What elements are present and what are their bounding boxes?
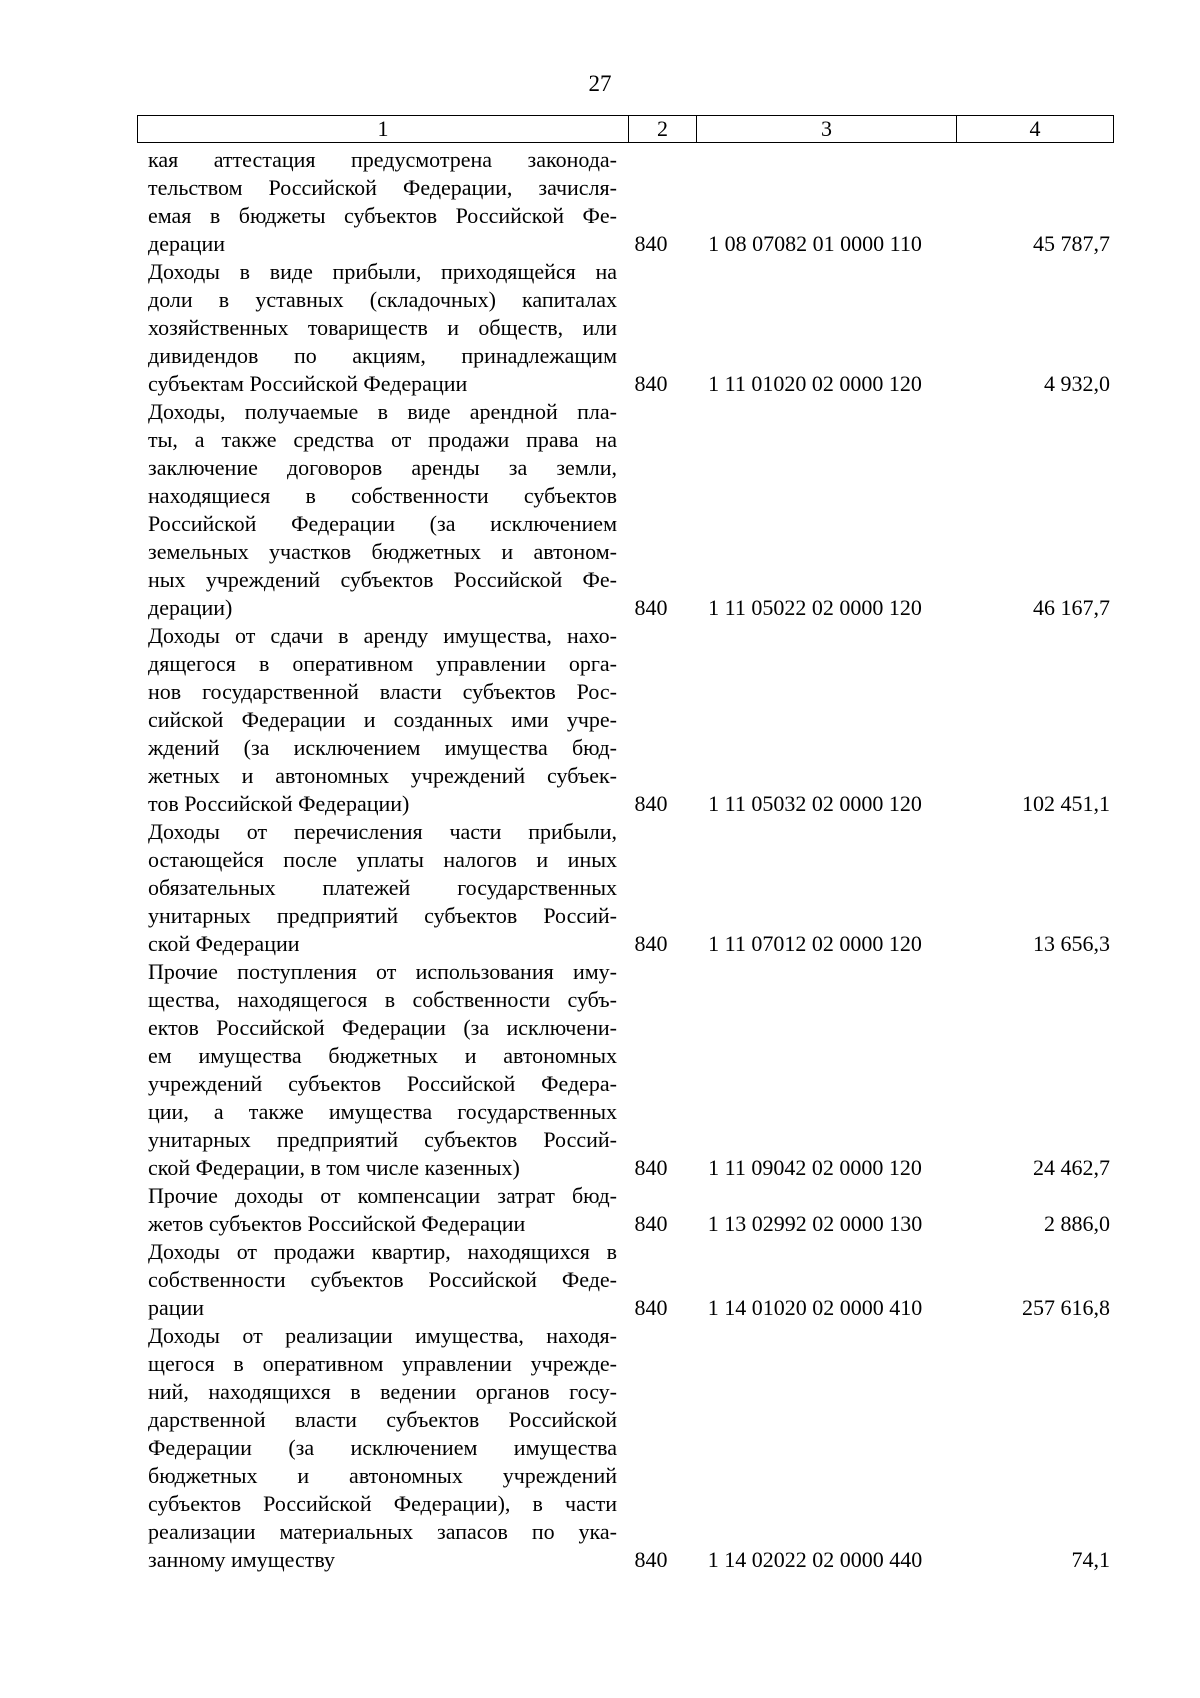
income-description xyxy=(137,622,617,818)
column-1-header: 1 xyxy=(138,116,629,143)
description-line: унитарных предприятий субъектов Россий- xyxy=(148,903,617,928)
description-line: Доходы в виде прибыли, приходящейся на xyxy=(148,259,617,284)
description-line: тов Российской Федерации) xyxy=(148,791,410,816)
admin-code: 840 xyxy=(634,231,668,256)
income-description xyxy=(137,398,617,622)
description-line: ных учреждений субъектов Российской Фе- xyxy=(148,567,617,592)
description-line: Доходы от перечисления части прибыли, xyxy=(148,819,617,844)
admin-code: 840 xyxy=(634,1295,668,1320)
page-number: 27 xyxy=(588,71,612,96)
admin-code: 840 xyxy=(634,595,668,620)
amount: 45 787,7 xyxy=(1033,231,1110,256)
budget-classification-code: 1 08 07082 01 0000 110 xyxy=(708,231,922,256)
description-line: дивидендов по акциям, принадлежащим xyxy=(148,343,617,368)
description-line: щегося в оперативном управлении учрежде- xyxy=(148,1351,617,1376)
description-line: занному имуществу xyxy=(148,1547,335,1572)
budget-classification-code: 1 11 09042 02 0000 120 xyxy=(708,1155,922,1180)
amount: 13 656,3 xyxy=(1033,931,1110,956)
description-line: ектов Российской Федерации (за исключени- xyxy=(148,1015,617,1040)
description-line: нов государственной власти субъектов Рос- xyxy=(148,679,617,704)
description-line: рации xyxy=(148,1295,205,1320)
description-line: доли в уставных (складочных) капиталах xyxy=(148,287,617,312)
income-description xyxy=(137,146,617,258)
budget-classification-code: 1 11 05032 02 0000 120 xyxy=(708,791,922,816)
description-line: субъектов Российской Федерации), в части xyxy=(148,1491,617,1516)
table-row xyxy=(137,958,1113,1182)
table-row xyxy=(137,818,1113,958)
description-line: Доходы от реализации имущества, находя- xyxy=(148,1323,617,1348)
amount: 257 616,8 xyxy=(1022,1295,1110,1320)
admin-code: 840 xyxy=(634,371,668,396)
description-line: ждений (за исключением имущества бюд- xyxy=(148,735,617,760)
description-line: Доходы от сдачи в аренду имущества, нахо- xyxy=(148,623,617,648)
budget-classification-code: 1 11 07012 02 0000 120 xyxy=(708,931,922,956)
admin-code: 840 xyxy=(634,791,668,816)
admin-code: 840 xyxy=(634,931,668,956)
description-line: хозяйственных товариществ и обществ, или xyxy=(148,315,617,340)
admin-code: 840 xyxy=(634,1547,668,1572)
description-line: ем имущества бюджетных и автономных xyxy=(148,1043,617,1068)
income-description xyxy=(137,1182,617,1238)
income-description xyxy=(137,1238,617,1322)
table-row xyxy=(137,622,1113,818)
admin-code: 840 xyxy=(634,1155,668,1180)
amount: 2 886,0 xyxy=(1044,1211,1110,1236)
description-line: находящиеся в собственности субъектов xyxy=(148,483,617,508)
description-line: щества, находящегося в собственности субъ- xyxy=(148,987,617,1012)
description-line: дящегося в оперативном управлении орга- xyxy=(148,651,617,676)
description-line: кая аттестация предусмотрена законода- xyxy=(148,147,617,172)
table-row xyxy=(137,146,1113,258)
amount: 46 167,7 xyxy=(1033,595,1110,620)
table-row xyxy=(137,1322,1113,1574)
description-line: реализации материальных запасов по ука- xyxy=(148,1519,617,1544)
column-3-header: 3 xyxy=(697,116,957,143)
description-line: Доходы, получаемые в виде арендной пла- xyxy=(148,399,617,424)
description-line: Доходы от продажи квартир, находящихся в xyxy=(148,1239,617,1264)
column-2-header: 2 xyxy=(629,116,697,143)
amount: 4 932,0 xyxy=(1044,371,1110,396)
description-line: ции, а также имущества государственных xyxy=(148,1099,617,1124)
table-row xyxy=(137,1182,1113,1238)
description-line: Российской Федерации (за исключением xyxy=(148,511,617,536)
description-line: дерации) xyxy=(148,595,233,620)
amount: 74,1 xyxy=(1071,1547,1110,1572)
description-line: унитарных предприятий субъектов Россий- xyxy=(148,1127,617,1152)
income-table-body xyxy=(137,146,1113,1574)
income-description xyxy=(137,258,617,398)
description-line: ний, находящихся в ведении органов госу- xyxy=(148,1379,617,1404)
description-line: Прочие доходы от компенсации затрат бюд- xyxy=(148,1183,617,1208)
description-line: обязательных платежей государственных xyxy=(148,875,617,900)
income-description xyxy=(137,958,617,1182)
description-line: ской Федерации xyxy=(148,931,300,956)
budget-classification-code: 1 14 02022 02 0000 440 xyxy=(707,1547,923,1572)
description-line: ской Федерации, в том числе казенных) xyxy=(148,1155,520,1180)
description-line: Федерации (за исключением имущества xyxy=(148,1435,617,1460)
column-number-header xyxy=(137,115,1114,143)
budget-classification-code: 1 13 02992 02 0000 130 xyxy=(707,1211,923,1236)
table-row xyxy=(137,398,1113,622)
description-line: Прочие поступления от использования иму- xyxy=(148,959,617,984)
description-line: ты, а также средства от продажи права на xyxy=(148,427,617,452)
description-line: остающейся после уплаты налогов и иных xyxy=(148,847,617,872)
description-line: собственности субъектов Российской Феде- xyxy=(148,1267,617,1292)
description-line: бюджетных и автономных учреждений xyxy=(148,1463,617,1488)
income-description xyxy=(137,1322,617,1574)
amount: 24 462,7 xyxy=(1033,1155,1110,1180)
column-4-header: 4 xyxy=(957,116,1114,143)
description-line: заключение договоров аренды за земли, xyxy=(148,455,617,480)
amount: 102 451,1 xyxy=(1022,791,1110,816)
description-line: земельных участков бюджетных и автоном- xyxy=(148,539,617,564)
description-line: дарственной власти субъектов Российской xyxy=(148,1407,617,1432)
description-line: жетов субъектов Российской Федерации xyxy=(148,1211,526,1236)
budget-classification-code: 1 11 05022 02 0000 120 xyxy=(708,595,922,620)
description-line: дерации xyxy=(148,231,226,256)
table-row xyxy=(137,1238,1113,1322)
description-line: учреждений субъектов Российской Федера- xyxy=(148,1071,617,1096)
budget-classification-code: 1 11 01020 02 0000 120 xyxy=(708,371,922,396)
admin-code: 840 xyxy=(634,1211,668,1236)
description-line: емая в бюджеты субъектов Российской Фе- xyxy=(148,203,617,228)
budget-classification-code: 1 14 01020 02 0000 410 xyxy=(707,1295,923,1320)
description-line: сийской Федерации и созданных ими учре- xyxy=(148,707,617,732)
description-line: жетных и автономных учреждений субъек- xyxy=(148,763,617,788)
income-description xyxy=(137,818,617,958)
description-line: субъектам Российской Федерации xyxy=(148,371,468,396)
table-row xyxy=(137,258,1113,398)
description-line: тельством Российской Федерации, зачисля- xyxy=(148,175,617,200)
